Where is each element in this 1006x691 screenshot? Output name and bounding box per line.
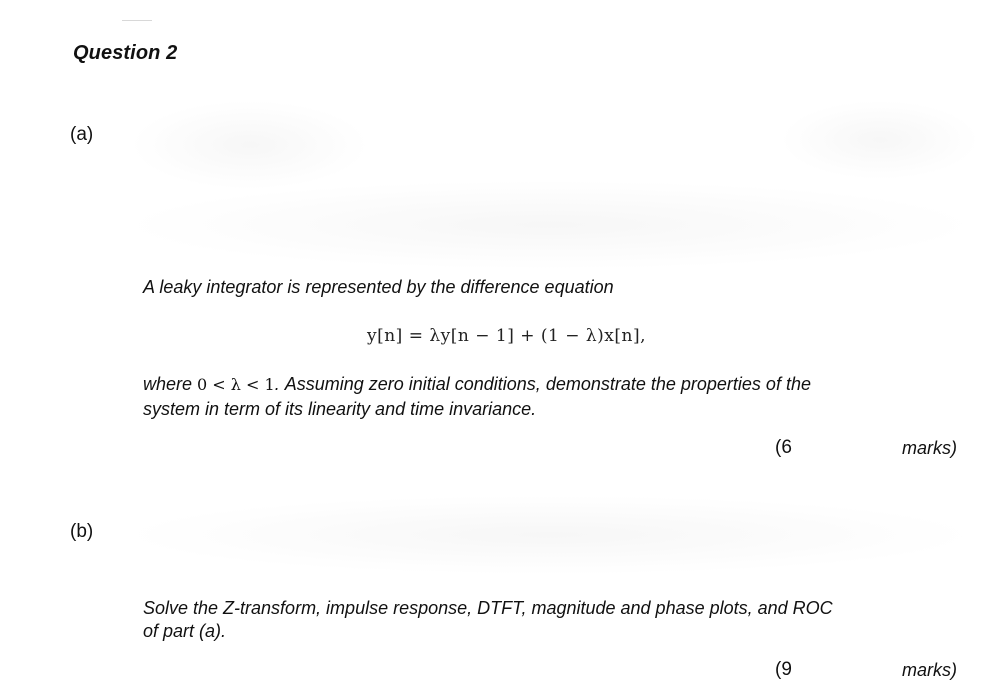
part-b-marks-number: (9 — [775, 659, 792, 680]
part-b-marks-word: marks) — [902, 660, 957, 680]
scan-smudge — [120, 180, 980, 270]
question-title: Question 2 — [73, 42, 178, 64]
difference-equation: y[n] = λy[n − 1] + (1 − λ)x[n], — [367, 326, 646, 346]
part-b-label: (b) — [70, 521, 94, 542]
part-a-label: (a) — [70, 124, 94, 145]
scan-smudge — [780, 100, 980, 180]
part-a-condition-line — [143, 373, 811, 396]
part-a-marks-word: marks) — [902, 438, 957, 458]
scan-artifact — [122, 20, 152, 21]
scan-smudge — [120, 495, 980, 575]
where-suffix: . Assuming zero initial conditions, demonstrate the properties of the — [274, 374, 811, 394]
lambda-range: 0 < λ < 1 — [197, 375, 275, 394]
part-a-line2: system in term of its linearity and time invariance. — [143, 399, 537, 419]
where-prefix: where — [143, 374, 198, 394]
scan-smudge — [130, 100, 370, 190]
part-a-marks-number: (6 — [775, 437, 792, 458]
part-b-line2: of part (a). — [143, 621, 227, 641]
part-b-line1: Solve the Z-transform, impulse response, DTFT, magnitude and phase plots, and ROC — [143, 598, 833, 618]
part-a-intro: A leaky integrator is represented by the difference equation — [143, 277, 614, 297]
